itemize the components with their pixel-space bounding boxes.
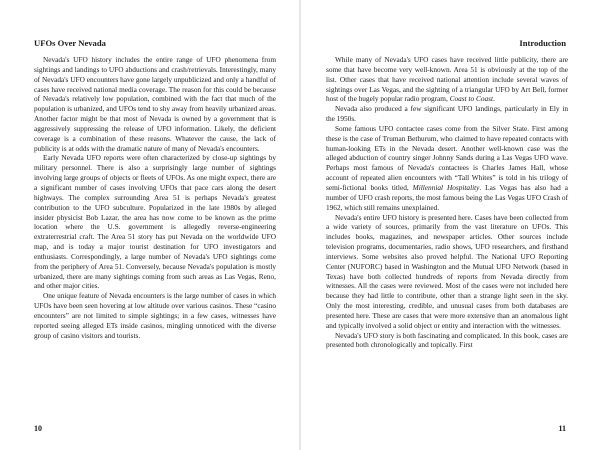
body-text-left: [34, 55, 276, 340]
running-head-left: UFOs Over Nevada: [34, 38, 106, 48]
paragraph-text: . Las Vegas has also had a number of UFO crash reports, the most famous being the Las Vegas UFO Crash of 1962, which still remains unexplained.: [326, 182, 568, 212]
book-title: Millennial Hospitality: [412, 182, 480, 192]
body-text-right: [326, 55, 568, 350]
page-number-right: 11: [558, 424, 566, 433]
paragraph: [326, 55, 568, 104]
running-head-right: Introduction: [519, 38, 566, 48]
paragraph-text: While many of Nevada's UFO cases have received little publicity, there are some that have become very well-known. Area 51 is obviously at the top of the list. Other cases that have received national attention include several waves of sightings over Las Vegas, and the sighting of a triangular UFO by Art Bell, former host of the hugely popular radio program,: [326, 55, 568, 104]
right-page: [300, 0, 600, 450]
paragraph-text: .: [493, 94, 495, 104]
paragraph: Early Nevada UFO reports were often characterized by close-up sightings by military personnel. There is also a surprisingly large number of sightings involving large groups of objects or fleets of UFOs. As one might expect, there are a significant number of cases involving UFOs that pace cars along the desert highways. The complex surrounding Area 51 is perhaps Nevada's greatest contribution to the UFO subculture. Popularized in the late 1980s by alleged insider physicist Bob Lazar, the area has now come to be known as the prime location where the U.S. government is allegedly reverse-engineering extraterrestrial craft. The Area 51 story has put Nevada on the worldwide UFO map, and is today a major tourist destination for UFO investigators and enthusiasts. Correspondingly, a large number of Nevada's UFO sightings come from the periphery of Area 51. Conversely, because Nevada's population is mostly urbanized, there are many sightings coming from such areas as Las Vegas, Reno, and other major cities.: [34, 153, 276, 291]
paragraph: One unique feature of Nevada encounters is the large number of cases in which UFOs have been seen hovering at low altitude over various casinos. These “casino encounters” are not limited to simple sightings; in a few cases, witnesses have reported seeing alleged ETs inside casinos, mingling unnoticed with the diverse group of casino visitors and tourists.: [34, 291, 276, 340]
paragraph: [326, 124, 568, 213]
radio-program-title: Coast to Coast: [449, 94, 494, 104]
paragraph: Nevada's entire UFO history is presented here. Cases have been collected from a wide variety of sources, primarily from the vast literature on UFOs. This includes books, magazines, and newspaper articles. Other sources include television programs, documentaries, radio shows, UFO researchers, and firsthand interviews. Some websites also proved helpful. The National UFO Reporting Center (NUFORC) based in Washington and the Mutual UFO Network (based in Texas) have both collected hundreds of reports from Nevada directly from witnesses. All the cases were reviewed. Most of the cases were not included here because they had little to contribute, other than a strange light seen in the sky. Only the most interesting, credible, and unusual cases from both databases are presented here. These are cases that were more extensive than an anomalous light and typically involved a solid object or entity and interaction with the witnesses.: [326, 212, 568, 330]
paragraph: Nevada also produced a few significant UFO landings, particularly in Ely in the 1950s.: [326, 104, 568, 124]
page-number-left: 10: [34, 424, 42, 433]
paragraph-text: Some famous UFO contactee cases come from the Silver State. First among these is the case of Truman Bethurum, who claimed to have repeated contacts with human-looking ETs in the Nevada desert. Another well-known case was the alleged abduction of country singer Johnny Sands during a Las Vegas UFO wave. Perhaps most famous of Nevada's contactees is Charles James Hall, whose account of repeated alien encounters with “Tall Whites” is told in his trilogy of semi-fictional books titled,: [326, 123, 568, 192]
paragraph: Nevada's UFO history includes the entire range of UFO phenomena from sightings and landings to UFO abductions and crash/retrievals. Interestingly, many of Nevada's UFO encounters have gone largely unpublicized and only a handful of cases have received national media coverage. The reason for this could be because of Nevada's relatively low population, combined with the fact that much of the population is urbanized, and UFOs tend to shy away from heavily urbanized areas. Another factor might be that most of Nevada is owned by a government that is aggressively suppressing the release of UFO information. Likely, the deficient coverage is a combination of these reasons. Whatever the cause, the lack of publicity is at odds with the dramatic nature of many of Nevada's encounters.: [34, 55, 276, 153]
paragraph: Nevada's UFO story is both fascinating and complicated. In this book, cases are presented both chronologically and topically. First: [326, 330, 568, 350]
